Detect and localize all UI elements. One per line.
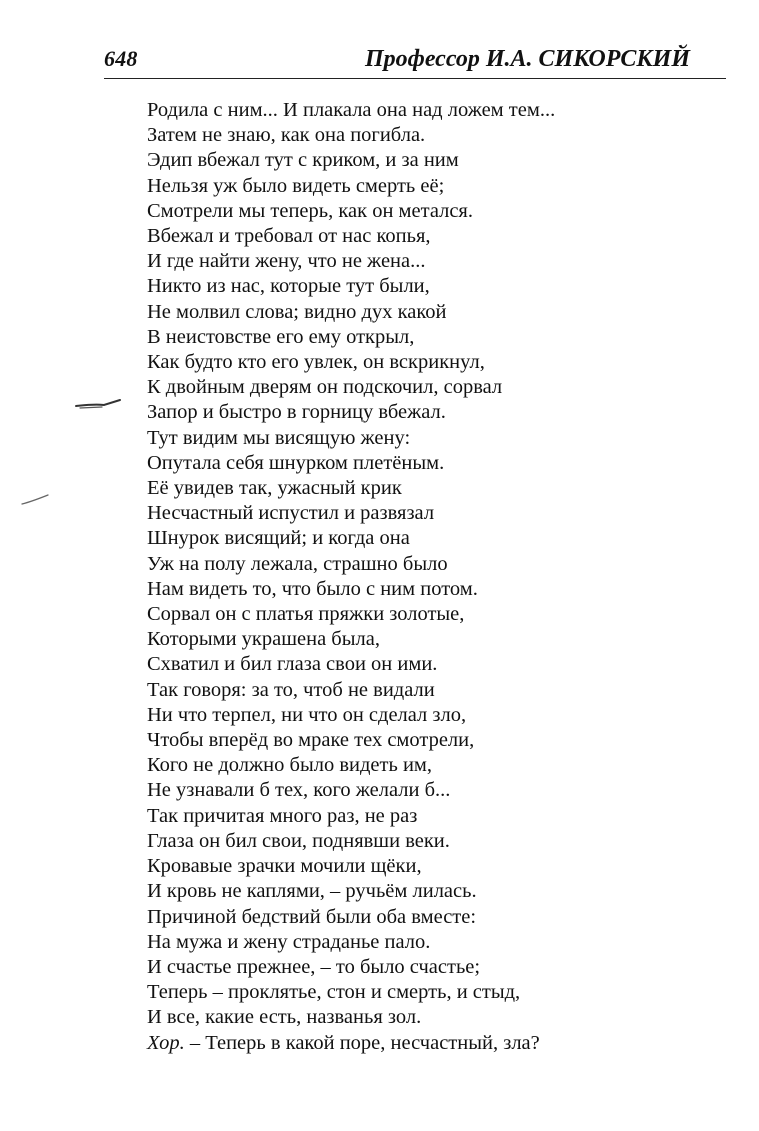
poem-line-chorus	[147, 1031, 707, 1056]
poem-line: И кровь не каплями, – ручьём лилась.	[147, 880, 477, 903]
margin-pen-mark	[74, 396, 124, 414]
poem-line: Никто из нас, которые тут были,	[147, 275, 430, 298]
poem-line: Её увидев так, ужасный крик	[147, 477, 402, 500]
poem-line: Тут видим мы висящую жену:	[147, 426, 411, 449]
poem-line: Кого не должно было видеть им,	[147, 754, 433, 777]
chorus-line-text: – Теперь в какой поре, несчастный, зла?	[184, 1031, 540, 1054]
running-title: Профессор И.А. СИКОРСКИЙ	[364, 46, 690, 72]
poem-line: Затем не знаю, как она погибла.	[147, 124, 426, 147]
speaker-label: Хор.	[147, 1031, 185, 1054]
poem-line: Уж на полу лежала, страшно было	[147, 552, 448, 575]
poem-line: Не узнавали б тех, кого желали б...	[147, 779, 451, 802]
poem-line: На мужа и жену страданье пало.	[147, 930, 431, 953]
poem-line: Несчастный испустил и развязал	[147, 502, 435, 525]
margin-pen-mark	[20, 492, 50, 508]
poem-line: Как будто кто его увлек, он вскрикнул,	[147, 351, 485, 374]
poem-line: Эдип вбежал тут с криком, и за ним	[147, 149, 459, 172]
poem-line: Ни что терпел, ни что он сделал зло,	[147, 703, 467, 726]
poem-line: Так причитая много раз, не раз	[147, 804, 418, 827]
poem-line: Глаза он бил свои, поднявши веки.	[147, 829, 450, 852]
poem-line: Теперь – проклятье, стон и смерть, и стыд,	[147, 981, 521, 1004]
poem-line: И счастье прежнее, – то было счастье;	[147, 955, 481, 978]
running-header	[104, 46, 726, 78]
poem-line: Так говоря: за то, чтоб не видали	[147, 678, 435, 701]
page-number: 648	[104, 46, 138, 71]
poem-line: Схватил и бил глаза свои он ими.	[147, 653, 438, 676]
poem-text	[147, 98, 707, 1056]
poem-line: Кровавые зрачки мочили щёки,	[147, 855, 422, 878]
poem-line: Нам видеть то, что было с ним потом.	[147, 577, 478, 600]
poem-line: Опутала себя шнурком плетёным.	[147, 451, 445, 474]
poem-line: И где найти жену, что не жена...	[147, 250, 426, 273]
poem-line: Запор и быстро в горницу вбежал.	[147, 401, 446, 424]
header-rule	[104, 78, 726, 79]
poem-line: И все, какие есть, названья зол.	[147, 1006, 422, 1029]
poem-line: Родила с ним... И плакала она над ложем тем...	[147, 99, 556, 121]
poem-line: Чтобы вперёд во мраке тех смотрели,	[147, 729, 475, 752]
poem-line: Сорвал он с платья пряжки золотые,	[147, 603, 465, 626]
poem-line: Не молвил слова; видно дух какой	[147, 300, 447, 323]
poem-line: Шнурок висящий; и когда она	[147, 527, 410, 550]
poem-line: Причиной бедствий были оба вместе:	[147, 905, 477, 928]
poem-line: Вбежал и требовал от нас копья,	[147, 225, 431, 248]
poem-line: Которыми украшена была,	[147, 628, 380, 651]
poem-line: Смотрели мы теперь, как он метался.	[147, 199, 473, 222]
poem-line: В неистовстве его ему открыл,	[147, 325, 415, 348]
poem-line: К двойным дверям он подскочил, сорвал	[147, 376, 503, 399]
poem-line: Нельзя уж было видеть смерть её;	[147, 174, 445, 197]
